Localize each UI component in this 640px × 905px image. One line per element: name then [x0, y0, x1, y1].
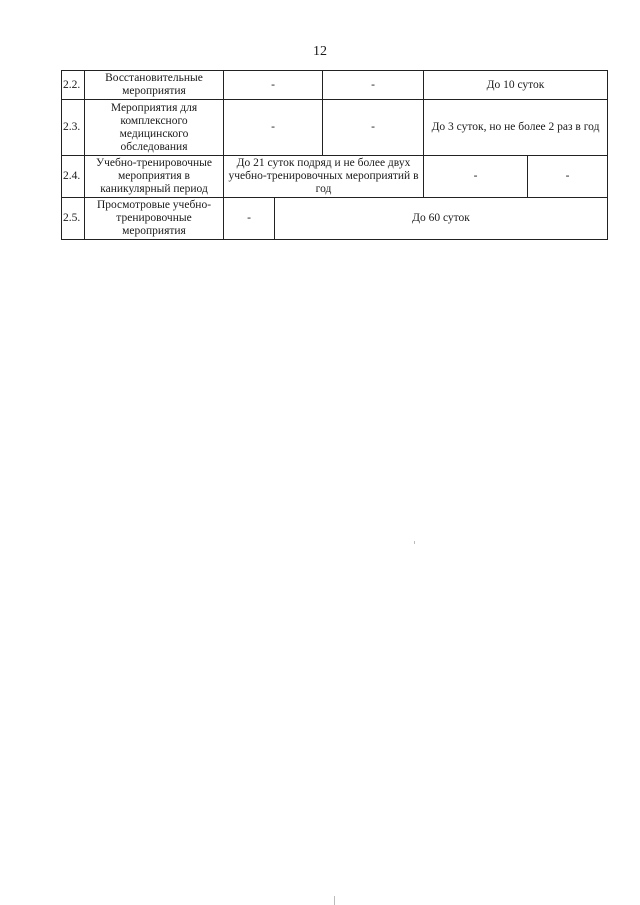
table-cell: До 3 суток, но не более 2 раз в год [424, 100, 608, 156]
row-number: 2.3. [62, 100, 85, 156]
row-number: 2.2. [62, 71, 85, 100]
training-events-table [61, 70, 608, 240]
table-cell: До 21 суток подряд и не более двух учебно-тренировочных мероприятий в год [224, 156, 424, 198]
event-name: Просмотровые учебно-тренировочные мероприятия [85, 198, 224, 240]
table-cell: - [224, 71, 323, 100]
scan-mark [334, 896, 335, 905]
scan-mark [414, 541, 415, 544]
table-cell: - [323, 100, 424, 156]
event-name: Учебно-тренировочные мероприятия в каникулярный период [85, 156, 224, 198]
table-cell: - [224, 198, 275, 240]
table-cell: - [424, 156, 528, 198]
table-cell: - [323, 71, 424, 100]
event-name: Мероприятия для комплексного медицинского обследования [85, 100, 224, 156]
table-cell: До 60 суток [275, 198, 608, 240]
table-cell: До 10 суток [424, 71, 608, 100]
table-cell: - [224, 100, 323, 156]
table-row [62, 100, 608, 156]
page-number: 12 [313, 44, 327, 59]
table-row [62, 71, 608, 100]
table-row [62, 198, 608, 240]
table-cell: - [528, 156, 608, 198]
event-name: Восстановительные мероприятия [85, 71, 224, 100]
row-number: 2.5. [62, 198, 85, 240]
row-number: 2.4. [62, 156, 85, 198]
table-row [62, 156, 608, 198]
